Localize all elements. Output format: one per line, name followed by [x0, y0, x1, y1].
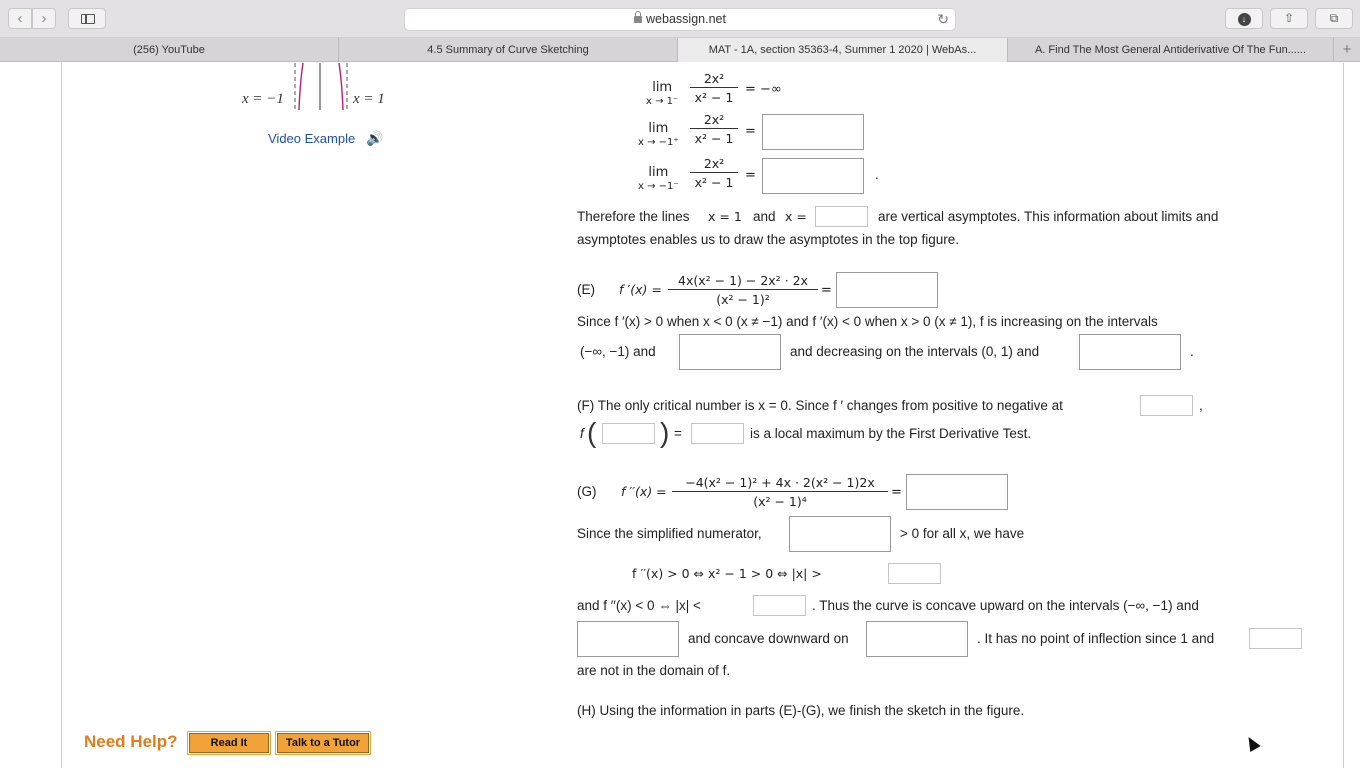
- reload-icon[interactable]: ↻: [937, 11, 949, 27]
- answer-critical[interactable]: [1140, 395, 1193, 416]
- answer-f-value[interactable]: [691, 423, 744, 444]
- answer-limit-2[interactable]: [762, 114, 864, 150]
- forward-button[interactable]: ›: [32, 8, 56, 29]
- period: .: [875, 167, 879, 182]
- answer-decreasing[interactable]: [1079, 334, 1181, 370]
- mouse-cursor-icon: [1243, 734, 1260, 752]
- video-example-link[interactable]: Video Example: [268, 131, 356, 146]
- downloads-button[interactable]: [1225, 8, 1263, 29]
- asymptote-text-2: are vertical asymptotes. This information about limits and: [878, 209, 1219, 224]
- tab-bar: [0, 38, 1360, 62]
- sidebar-toggle-button[interactable]: [68, 8, 106, 29]
- asymptote-text-1: Therefore the lines: [577, 209, 690, 224]
- part-e-equals: =: [821, 283, 832, 298]
- part-g-label: (G): [577, 484, 597, 499]
- numerator-tail: > 0 for all x, we have: [900, 526, 1025, 541]
- limit-2: lim x → −1⁺: [638, 121, 679, 148]
- answer-f-arg[interactable]: [602, 423, 655, 444]
- answer-limit-3[interactable]: [762, 158, 864, 194]
- part-f-tail: is a local maximum by the First Derivative Test.: [750, 426, 1032, 441]
- answer-abs-lt[interactable]: [753, 595, 806, 616]
- f-equals: =: [674, 426, 682, 441]
- answer-inflection[interactable]: [1249, 628, 1302, 649]
- decreasing-text: and decreasing on the intervals (0, 1) and: [790, 344, 1040, 359]
- answer-abs-gt[interactable]: [888, 563, 941, 584]
- part-e-label: (E): [577, 282, 595, 297]
- not-domain-text: are not in the domain of f.: [577, 663, 731, 678]
- f-double-prime-fraction: −4(x² − 1)² + 4x · 2(x² − 1)2x (x² − 1)⁴: [672, 475, 888, 509]
- tab-curve-sketching[interactable]: 4.5 Summary of Curve Sketching: [339, 38, 678, 62]
- f-double-prime: f ′′(x) =: [621, 484, 667, 499]
- tabs-icon: ⧉: [1329, 11, 1339, 25]
- graph-label-left: x = −1: [242, 91, 284, 107]
- curve-left: [299, 63, 303, 110]
- curve-right: [339, 63, 343, 110]
- concave-cond-1: f ′′(x) > 0 ⇔ x² − 1 > 0 ⇔ |x| >: [632, 566, 822, 581]
- tab-antiderivative[interactable]: A. Find The Most General Antiderivative Of The Fun......: [1008, 38, 1334, 62]
- limit-2-fraction: 2x² x² − 1: [690, 112, 738, 146]
- sidebar-icon: [81, 14, 95, 24]
- limit-1-fraction: 2x² x² − 1: [690, 71, 738, 105]
- part-g-equals: =: [891, 485, 902, 500]
- numerator-text: Since the simplified numerator,: [577, 526, 762, 541]
- share-button[interactable]: [1270, 8, 1308, 29]
- share-icon: ⇧: [1283, 11, 1295, 25]
- page-content: [0, 63, 1360, 768]
- asymptote-text-3: asymptotes enables us to draw the asymptotes in the top figure.: [577, 232, 959, 247]
- content-border-left: [61, 63, 62, 768]
- limit-3: lim x → −1⁻: [638, 165, 679, 192]
- url-text: webassign.net: [646, 12, 726, 26]
- need-help-label: Need Help?: [84, 732, 178, 751]
- show-tabs-button[interactable]: [1315, 8, 1353, 29]
- answer-concave-up[interactable]: [577, 621, 679, 657]
- concave-down-text: and concave downward on: [688, 631, 849, 646]
- limit-3-equals: =: [745, 168, 756, 183]
- and-text: and: [753, 209, 776, 224]
- talk-to-tutor-button[interactable]: Talk to a Tutor: [277, 733, 369, 753]
- answer-f-double-prime[interactable]: [906, 474, 1008, 510]
- back-button[interactable]: ‹: [8, 8, 32, 29]
- answer-f-prime[interactable]: [836, 272, 938, 308]
- read-it-button[interactable]: Read It: [189, 733, 269, 753]
- no-inflection-text: . It has no point of inflection since 1 and: [977, 631, 1215, 646]
- graph-fragment: [230, 63, 400, 113]
- tab-youtube[interactable]: (256) YouTube: [0, 38, 339, 62]
- paren-right: ): [660, 417, 670, 448]
- speaker-icon[interactable]: 🔊: [366, 130, 384, 146]
- answer-asymptote[interactable]: [815, 206, 868, 227]
- part-f-text: (F) The only critical number is x = 0. Since f ′ changes from positive to negative at: [577, 398, 1063, 413]
- address-bar[interactable]: [404, 8, 956, 31]
- tab-webassign[interactable]: MAT - 1A, section 35363-4, Summer 1 2020 | WebAs...: [678, 38, 1008, 62]
- answer-increasing[interactable]: [679, 334, 781, 370]
- graph-label-right: x = 1: [353, 91, 385, 107]
- since-text: Since f ′(x) > 0 when x < 0 (x ≠ −1) and f ′(x) < 0 when x > 0 (x ≠ 1), f is increasing on the intervals: [577, 314, 1158, 329]
- f-label: f: [580, 426, 584, 441]
- limit-2-equals: =: [745, 124, 756, 139]
- comma: ,: [1199, 398, 1203, 413]
- content-border-right: [1343, 63, 1344, 768]
- download-icon: ↓: [1238, 13, 1251, 26]
- limit-1: lim x → 1⁻: [646, 80, 679, 107]
- concave-cond-2: and f ′′(x) < 0 ⇔ |x| <: [577, 598, 701, 613]
- period-e: .: [1190, 344, 1194, 359]
- limit-1-result: = −∞: [745, 82, 782, 97]
- answer-concave-down[interactable]: [866, 621, 968, 657]
- f-prime: f ′(x) =: [619, 282, 662, 297]
- browser-toolbar: [0, 0, 1360, 38]
- interval-1: (−∞, −1) and: [580, 344, 656, 359]
- part-h-text: (H) Using the information in parts (E)-(G), we finish the sketch in the figure.: [577, 703, 1025, 718]
- concave-up-text: . Thus the curve is concave upward on the intervals (−∞, −1) and: [812, 598, 1199, 613]
- f-prime-fraction: 4x(x² − 1) − 2x² · 2x (x² − 1)²: [668, 273, 818, 307]
- limit-3-fraction: 2x² x² − 1: [690, 156, 738, 190]
- lock-icon: [634, 16, 642, 23]
- paren-left: (: [587, 417, 597, 448]
- answer-numerator[interactable]: [789, 516, 891, 552]
- x-eq: x =: [785, 209, 807, 224]
- new-tab-button[interactable]: +: [1342, 41, 1352, 58]
- x-eq-1: x = 1: [708, 209, 742, 224]
